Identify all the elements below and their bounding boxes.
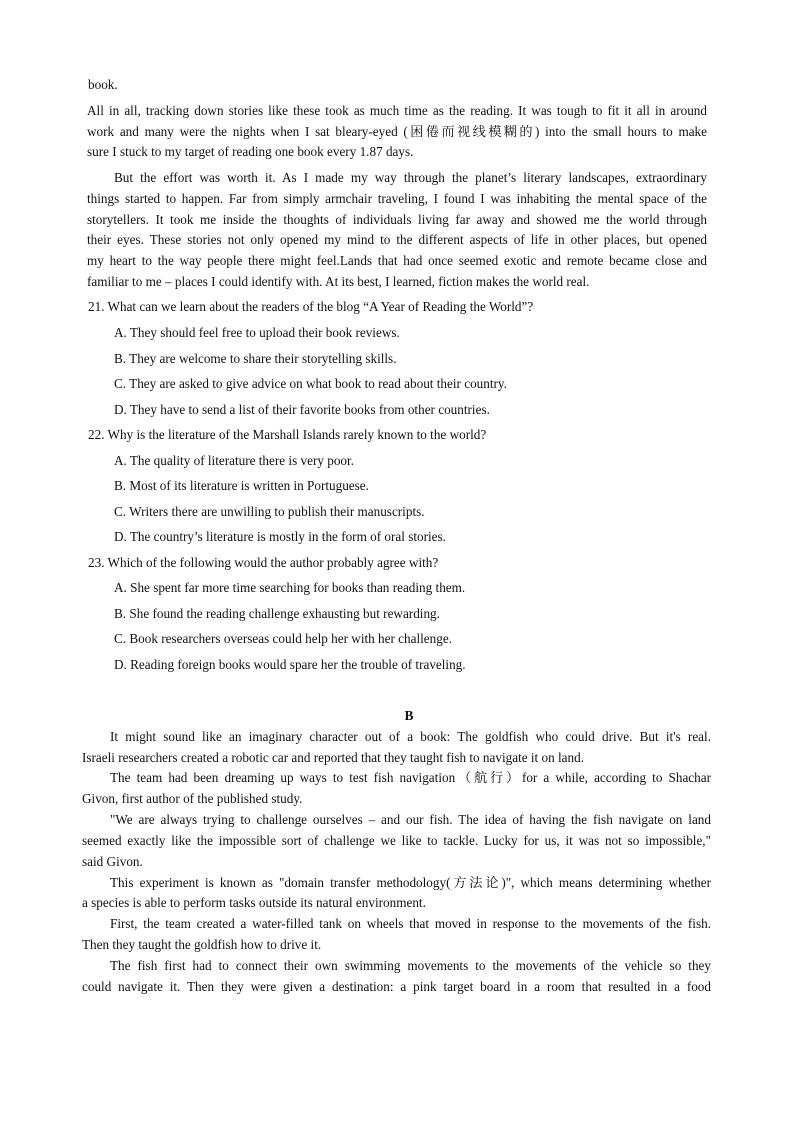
paragraph-line: sure I stuck to my target of reading one book every 1.87 days. xyxy=(87,144,414,159)
paragraph-line: their eyes. These stories not only opened my mind to the different aspects of life in other places, but opened xyxy=(87,232,707,247)
answer-option: B. They are welcome to share their storytelling skills. xyxy=(114,351,397,366)
paragraph-line: "We are always trying to challenge ourselves – and our fish. The idea of having the fish navigate on land xyxy=(110,812,711,827)
paragraph-line: First, the team created a water-filled tank on wheels that moved in response to the movements of the fish. xyxy=(110,916,711,931)
paragraph-line: It might sound like an imaginary character out of a book: The goldfish who could drive. But it's real. xyxy=(110,729,711,744)
paragraph-line: book. xyxy=(88,77,118,92)
answer-option: A. She spent far more time searching for books than reading them. xyxy=(114,580,466,595)
answer-option: D. The country’s literature is mostly in the form of oral stories. xyxy=(114,529,446,544)
paragraph-line: a species is able to perform tasks outside its natural environment. xyxy=(82,895,426,910)
answer-option: A. They should feel free to upload their book reviews. xyxy=(114,325,400,340)
answer-option: B. She found the reading challenge exhausting but rewarding. xyxy=(114,606,440,621)
paragraph-line: The team had been dreaming up ways to test fish navigation（航行）for a while, according to Shachar xyxy=(110,770,711,785)
answer-option: C. They are asked to give advice on what book to read about their country. xyxy=(114,376,507,391)
paragraph-line: storytellers. It took me inside the thoughts of individuals living far away and showed me the world through xyxy=(87,212,707,227)
answer-option: C. Writers there are unwilling to publish their manuscripts. xyxy=(114,504,425,519)
paragraph-line: Givon, first author of the published study. xyxy=(82,791,303,806)
answer-option: B. Most of its literature is written in Portuguese. xyxy=(114,478,369,493)
question-stem: 23. Which of the following would the author probably agree with? xyxy=(88,555,439,570)
paragraph-line: my heart to the way people there might feel.Lands that had once seemed exotic and remote became close and xyxy=(87,253,707,268)
paragraph-line: said Givon. xyxy=(82,854,143,869)
paragraph-line: But the effort was worth it. As I made my way through the planet’s literary landscapes, extraordinary xyxy=(114,170,707,185)
paragraph-line: Then they taught the goldfish how to drive it. xyxy=(82,937,322,952)
question-stem: 21. What can we learn about the readers of the blog “A Year of Reading the World”? xyxy=(88,299,534,314)
paragraph-line: work and many were the nights when I sat bleary-eyed (困倦而视线模糊的) into the small hours to make xyxy=(87,124,707,139)
answer-option: D. Reading foreign books would spare her the trouble of traveling. xyxy=(114,657,466,672)
answer-option: D. They have to send a list of their favorite books from other countries. xyxy=(114,402,490,417)
section-heading: B xyxy=(404,708,414,723)
paragraph-line: things started to happen. Far from simply armchair traveling, I found I was inhabiting the mental space of the xyxy=(87,191,707,206)
paragraph-line: familiar to me – places I could identify with. At its best, I learned, fiction makes the world real. xyxy=(87,274,590,289)
paragraph-line: The fish first had to connect their own swimming movements to the movements of the vehicle so they xyxy=(110,958,711,973)
question-stem: 22. Why is the literature of the Marshall Islands rarely known to the world? xyxy=(88,427,487,442)
paragraph-line: This experiment is known as "domain transfer methodology(方法论)", which means determining whether xyxy=(110,875,711,890)
paragraph-line: could navigate it. Then they were given a destination: a pink target board in a room that resulted in a food xyxy=(82,979,711,994)
answer-option: A. The quality of literature there is very poor. xyxy=(114,453,354,468)
answer-option: C. Book researchers overseas could help her with her challenge. xyxy=(114,631,452,646)
paragraph-line: seemed exactly like the impossible sort of challenge we like to tackle. Lucky for us, it was not so impossible," xyxy=(82,833,711,848)
paragraph-line: Israeli researchers created a robotic car and reported that they taught fish to navigate it on land. xyxy=(82,750,585,765)
paragraph-line: All in all, tracking down stories like these took as much time as the reading. It was tough to fit it all in around xyxy=(87,103,707,118)
